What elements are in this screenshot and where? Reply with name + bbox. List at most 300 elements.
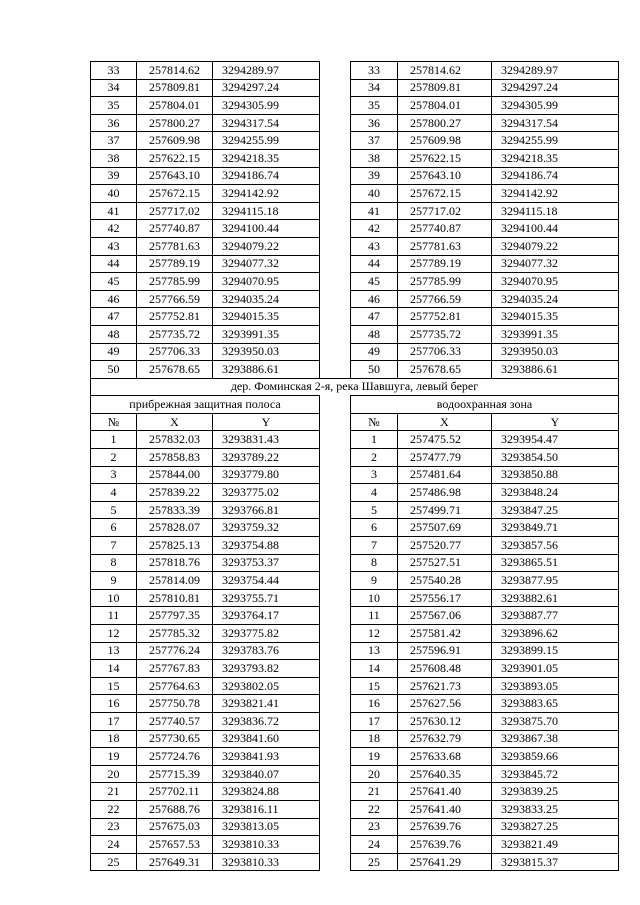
table-row [91, 431, 619, 449]
left-y-value: 3294115.18 [213, 202, 320, 220]
right-y-value: 3293821.49 [492, 836, 619, 854]
right-x-value: 257520.77 [398, 537, 492, 555]
left-point-number: 11 [91, 607, 137, 625]
table-row [91, 97, 619, 115]
left-y-value: 3294077.32 [213, 255, 320, 273]
left-point-number: 20 [91, 765, 137, 783]
right-y-value: 3293893.05 [492, 677, 619, 695]
left-header-num: № [91, 413, 137, 431]
right-x-value: 257486.98 [398, 484, 492, 502]
left-x-value: 257672.15 [137, 185, 213, 203]
right-x-value: 257641.29 [398, 853, 492, 871]
right-point-number: 4 [351, 484, 398, 502]
left-x-value: 257767.83 [137, 660, 213, 678]
left-x-value: 257809.81 [137, 79, 213, 97]
right-x-value: 257639.76 [398, 818, 492, 836]
right-x-value: 257540.28 [398, 572, 492, 590]
left-y-value: 3293766.81 [213, 501, 320, 519]
column-gap [320, 589, 351, 607]
right-point-number: 44 [351, 255, 398, 273]
left-point-number: 43 [91, 237, 137, 255]
right-y-value: 3293845.72 [492, 765, 619, 783]
table-row [91, 695, 619, 713]
right-point-number: 46 [351, 290, 398, 308]
right-y-value: 3293886.61 [492, 361, 619, 379]
left-x-value: 257715.39 [137, 765, 213, 783]
left-y-value: 3293755.71 [213, 589, 320, 607]
left-y-value: 3293810.33 [213, 836, 320, 854]
table-row [91, 149, 619, 167]
table-row [91, 114, 619, 132]
table-row [91, 783, 619, 801]
right-x-value: 257621.73 [398, 677, 492, 695]
right-x-value: 257639.76 [398, 836, 492, 854]
left-point-number: 6 [91, 519, 137, 537]
right-y-value: 3293887.77 [492, 607, 619, 625]
table-row [91, 607, 619, 625]
right-y-value: 3293896.62 [492, 625, 619, 643]
column-gap [320, 607, 351, 625]
table-row [91, 273, 619, 291]
left-y-value: 3293759.32 [213, 519, 320, 537]
table-row [91, 325, 619, 343]
column-gap [320, 660, 351, 678]
column-gap [320, 712, 351, 730]
left-x-value: 257797.35 [137, 607, 213, 625]
right-x-value: 257785.99 [398, 273, 492, 291]
left-x-value: 257828.07 [137, 519, 213, 537]
left-x-value: 257814.09 [137, 572, 213, 590]
left-point-number: 44 [91, 255, 137, 273]
column-gap [320, 431, 351, 449]
right-point-number: 7 [351, 537, 398, 555]
right-x-value: 257740.87 [398, 220, 492, 238]
left-y-value: 3294317.54 [213, 114, 320, 132]
left-x-value: 257649.31 [137, 853, 213, 871]
table-row [91, 255, 619, 273]
right-point-number: 13 [351, 642, 398, 660]
left-x-value: 257800.27 [137, 114, 213, 132]
right-x-value: 257632.79 [398, 730, 492, 748]
right-x-value: 257789.19 [398, 255, 492, 273]
column-gap [320, 255, 351, 273]
right-point-number: 11 [351, 607, 398, 625]
left-point-number: 39 [91, 167, 137, 185]
right-x-value: 257643.10 [398, 167, 492, 185]
table-row [91, 572, 619, 590]
left-y-value: 3294142.92 [213, 185, 320, 203]
column-gap [320, 677, 351, 695]
left-point-number: 8 [91, 554, 137, 572]
table-row [91, 484, 619, 502]
table-row [91, 818, 619, 836]
right-point-number: 47 [351, 308, 398, 326]
right-x-value: 257609.98 [398, 132, 492, 150]
right-y-value: 3293815.37 [492, 853, 619, 871]
right-header-y: Y [492, 413, 619, 431]
left-y-value: 3293775.82 [213, 625, 320, 643]
right-y-value: 3293850.88 [492, 466, 619, 484]
right-point-number: 20 [351, 765, 398, 783]
column-gap [320, 449, 351, 467]
left-x-value: 257785.32 [137, 625, 213, 643]
left-x-value: 257781.63 [137, 237, 213, 255]
column-gap [320, 554, 351, 572]
right-x-value: 257475.52 [398, 431, 492, 449]
left-y-value: 3293836.72 [213, 712, 320, 730]
left-point-number: 15 [91, 677, 137, 695]
left-x-value: 257643.10 [137, 167, 213, 185]
zone-rows [91, 431, 619, 871]
right-x-value: 257527.51 [398, 554, 492, 572]
right-x-value: 257567.06 [398, 607, 492, 625]
left-y-value: 3293824.88 [213, 783, 320, 801]
column-header-row [91, 413, 619, 431]
right-y-value: 3294305.99 [492, 97, 619, 115]
left-point-number: 40 [91, 185, 137, 203]
left-point-number: 46 [91, 290, 137, 308]
right-y-value: 3293867.38 [492, 730, 619, 748]
table-row [91, 589, 619, 607]
right-x-value: 257499.71 [398, 501, 492, 519]
right-y-value: 3293954.47 [492, 431, 619, 449]
left-x-value: 257724.76 [137, 748, 213, 766]
left-y-value: 3294186.74 [213, 167, 320, 185]
left-x-value: 257675.03 [137, 818, 213, 836]
left-point-number: 45 [91, 273, 137, 291]
right-x-value: 257809.81 [398, 79, 492, 97]
left-point-number: 10 [91, 589, 137, 607]
column-gap [320, 290, 351, 308]
left-point-number: 36 [91, 114, 137, 132]
table-row [91, 730, 619, 748]
column-gap [320, 167, 351, 185]
table-row [91, 62, 619, 80]
right-x-value: 257596.91 [398, 642, 492, 660]
right-point-number: 17 [351, 712, 398, 730]
right-y-value: 3294079.22 [492, 237, 619, 255]
left-point-number: 21 [91, 783, 137, 801]
left-point-number: 38 [91, 149, 137, 167]
column-gap [320, 765, 351, 783]
right-point-number: 43 [351, 237, 398, 255]
left-point-number: 1 [91, 431, 137, 449]
table-row [91, 853, 619, 871]
left-point-number: 2 [91, 449, 137, 467]
left-point-number: 9 [91, 572, 137, 590]
left-y-value: 3294015.35 [213, 308, 320, 326]
right-y-value: 3293833.25 [492, 800, 619, 818]
table-row [91, 79, 619, 97]
table-row [91, 660, 619, 678]
right-point-number: 39 [351, 167, 398, 185]
right-header-x: X [398, 413, 492, 431]
left-point-number: 18 [91, 730, 137, 748]
right-x-value: 257630.12 [398, 712, 492, 730]
column-gap [320, 220, 351, 238]
column-gap [320, 800, 351, 818]
column-gap [320, 132, 351, 150]
right-point-number: 9 [351, 572, 398, 590]
right-y-value: 3293859.66 [492, 748, 619, 766]
right-y-value: 3293827.25 [492, 818, 619, 836]
left-x-value: 257735.72 [137, 325, 213, 343]
left-x-value: 257678.65 [137, 361, 213, 379]
left-x-value: 257810.81 [137, 589, 213, 607]
right-x-value: 257481.64 [398, 466, 492, 484]
column-gap [320, 202, 351, 220]
coordinates-document [90, 61, 618, 871]
right-y-value: 3294289.97 [492, 62, 619, 80]
right-point-number: 18 [351, 730, 398, 748]
right-x-value: 257781.63 [398, 237, 492, 255]
right-x-value: 257672.15 [398, 185, 492, 203]
right-y-value: 3293865.51 [492, 554, 619, 572]
right-point-number: 5 [351, 501, 398, 519]
right-y-value: 3294186.74 [492, 167, 619, 185]
left-point-number: 14 [91, 660, 137, 678]
column-gap [320, 484, 351, 502]
left-point-number: 49 [91, 343, 137, 361]
left-y-value: 3293886.61 [213, 361, 320, 379]
left-point-number: 35 [91, 97, 137, 115]
left-point-number: 4 [91, 484, 137, 502]
left-x-value: 257818.76 [137, 554, 213, 572]
table-row [91, 308, 619, 326]
right-point-number: 45 [351, 273, 398, 291]
left-y-value: 3293831.43 [213, 431, 320, 449]
table-row [91, 185, 619, 203]
right-point-number: 12 [351, 625, 398, 643]
column-gap [320, 273, 351, 291]
column-gap [320, 149, 351, 167]
left-point-number: 13 [91, 642, 137, 660]
column-gap [320, 730, 351, 748]
right-point-number: 10 [351, 589, 398, 607]
table-row [91, 836, 619, 854]
right-x-value: 257633.68 [398, 748, 492, 766]
table-row [91, 220, 619, 238]
table-row [91, 202, 619, 220]
left-y-value: 3293764.17 [213, 607, 320, 625]
section-title-row [91, 378, 619, 396]
left-point-number: 37 [91, 132, 137, 150]
right-point-number: 22 [351, 800, 398, 818]
left-x-value: 257844.00 [137, 466, 213, 484]
right-x-value: 257706.33 [398, 343, 492, 361]
left-x-value: 257730.65 [137, 730, 213, 748]
right-x-value: 257507.69 [398, 519, 492, 537]
left-point-number: 23 [91, 818, 137, 836]
left-point-number: 50 [91, 361, 137, 379]
table-row [91, 712, 619, 730]
left-point-number: 47 [91, 308, 137, 326]
table-row [91, 501, 619, 519]
column-gap [320, 853, 351, 871]
right-x-value: 257641.40 [398, 800, 492, 818]
table-row [91, 800, 619, 818]
left-point-number: 5 [91, 501, 137, 519]
left-y-value: 3294305.99 [213, 97, 320, 115]
left-y-value: 3293810.33 [213, 853, 320, 871]
right-point-number: 34 [351, 79, 398, 97]
left-point-number: 34 [91, 79, 137, 97]
right-y-value: 3293839.25 [492, 783, 619, 801]
column-gap [320, 748, 351, 766]
right-point-number: 15 [351, 677, 398, 695]
left-x-value: 257752.81 [137, 308, 213, 326]
right-y-value: 3294297.24 [492, 79, 619, 97]
left-y-value: 3294035.24 [213, 290, 320, 308]
right-point-number: 2 [351, 449, 398, 467]
left-point-number: 48 [91, 325, 137, 343]
left-y-value: 3293775.02 [213, 484, 320, 502]
left-x-value: 257740.87 [137, 220, 213, 238]
left-x-value: 257825.13 [137, 537, 213, 555]
left-y-value: 3294070.95 [213, 273, 320, 291]
right-y-value: 3293849.71 [492, 519, 619, 537]
left-point-number: 16 [91, 695, 137, 713]
table-row [91, 449, 619, 467]
right-x-value: 257640.35 [398, 765, 492, 783]
table-row [91, 748, 619, 766]
column-gap [320, 695, 351, 713]
left-y-value: 3293813.05 [213, 818, 320, 836]
left-y-value: 3294100.44 [213, 220, 320, 238]
left-header-y: Y [213, 413, 320, 431]
table-row [91, 167, 619, 185]
right-x-value: 257627.56 [398, 695, 492, 713]
right-y-value: 3294255.99 [492, 132, 619, 150]
left-point-number: 19 [91, 748, 137, 766]
right-zone-title: водоохранная зона [351, 396, 619, 414]
left-y-value: 3293779.80 [213, 466, 320, 484]
right-y-value: 3293848.24 [492, 484, 619, 502]
column-gap [320, 625, 351, 643]
left-x-value: 257832.03 [137, 431, 213, 449]
right-x-value: 257735.72 [398, 325, 492, 343]
coordinates-table [90, 61, 619, 871]
left-x-value: 257688.76 [137, 800, 213, 818]
column-gap [320, 519, 351, 537]
left-y-value: 3293753.37 [213, 554, 320, 572]
right-y-value: 3294035.24 [492, 290, 619, 308]
left-y-value: 3293816.11 [213, 800, 320, 818]
right-x-value: 257800.27 [398, 114, 492, 132]
right-y-value: 3293877.95 [492, 572, 619, 590]
zone-title-row [91, 396, 619, 414]
right-point-number: 14 [351, 660, 398, 678]
right-x-value: 257608.48 [398, 660, 492, 678]
right-point-number: 48 [351, 325, 398, 343]
left-y-value: 3294079.22 [213, 237, 320, 255]
right-point-number: 6 [351, 519, 398, 537]
left-y-value: 3294255.99 [213, 132, 320, 150]
right-y-value: 3294070.95 [492, 273, 619, 291]
right-x-value: 257766.59 [398, 290, 492, 308]
left-x-value: 257706.33 [137, 343, 213, 361]
column-gap [320, 114, 351, 132]
left-x-value: 257833.39 [137, 501, 213, 519]
left-point-number: 17 [91, 712, 137, 730]
right-y-value: 3293854.50 [492, 449, 619, 467]
left-point-number: 42 [91, 220, 137, 238]
right-point-number: 24 [351, 836, 398, 854]
right-point-number: 36 [351, 114, 398, 132]
table-row [91, 132, 619, 150]
right-y-value: 3293882.61 [492, 589, 619, 607]
right-y-value: 3294015.35 [492, 308, 619, 326]
right-y-value: 3294142.92 [492, 185, 619, 203]
right-point-number: 21 [351, 783, 398, 801]
left-x-value: 257750.78 [137, 695, 213, 713]
table-row [91, 237, 619, 255]
column-gap [320, 413, 351, 431]
left-y-value: 3293841.93 [213, 748, 320, 766]
right-point-number: 19 [351, 748, 398, 766]
table-row [91, 677, 619, 695]
top-rows [91, 62, 619, 379]
left-x-value: 257789.19 [137, 255, 213, 273]
left-x-value: 257785.99 [137, 273, 213, 291]
column-gap [320, 396, 351, 414]
right-y-value: 3294100.44 [492, 220, 619, 238]
right-y-value: 3293857.56 [492, 537, 619, 555]
left-x-value: 257776.24 [137, 642, 213, 660]
left-x-value: 257764.63 [137, 677, 213, 695]
right-x-value: 257641.40 [398, 783, 492, 801]
column-gap [320, 572, 351, 590]
left-y-value: 3293950.03 [213, 343, 320, 361]
right-y-value: 3293901.05 [492, 660, 619, 678]
column-gap [320, 361, 351, 379]
left-y-value: 3293802.05 [213, 677, 320, 695]
left-zone-title: прибрежная защитная полоса [91, 396, 320, 414]
right-y-value: 3293847.25 [492, 501, 619, 519]
column-gap [320, 62, 351, 80]
left-y-value: 3293754.44 [213, 572, 320, 590]
right-point-number: 3 [351, 466, 398, 484]
table-row [91, 537, 619, 555]
left-x-value: 257804.01 [137, 97, 213, 115]
right-point-number: 33 [351, 62, 398, 80]
right-x-value: 257814.62 [398, 62, 492, 80]
left-x-value: 257622.15 [137, 149, 213, 167]
right-point-number: 40 [351, 185, 398, 203]
column-gap [320, 325, 351, 343]
left-y-value: 3293789.22 [213, 449, 320, 467]
right-point-number: 16 [351, 695, 398, 713]
right-y-value: 3293899.15 [492, 642, 619, 660]
column-gap [320, 836, 351, 854]
column-gap [320, 185, 351, 203]
left-point-number: 33 [91, 62, 137, 80]
right-x-value: 257477.79 [398, 449, 492, 467]
right-x-value: 257622.15 [398, 149, 492, 167]
left-point-number: 25 [91, 853, 137, 871]
table-row [91, 466, 619, 484]
left-x-value: 257657.53 [137, 836, 213, 854]
column-gap [320, 818, 351, 836]
left-x-value: 257839.22 [137, 484, 213, 502]
right-header-num: № [351, 413, 398, 431]
right-point-number: 38 [351, 149, 398, 167]
table-row [91, 765, 619, 783]
right-y-value: 3293883.65 [492, 695, 619, 713]
column-gap [320, 237, 351, 255]
left-x-value: 257702.11 [137, 783, 213, 801]
right-point-number: 42 [351, 220, 398, 238]
